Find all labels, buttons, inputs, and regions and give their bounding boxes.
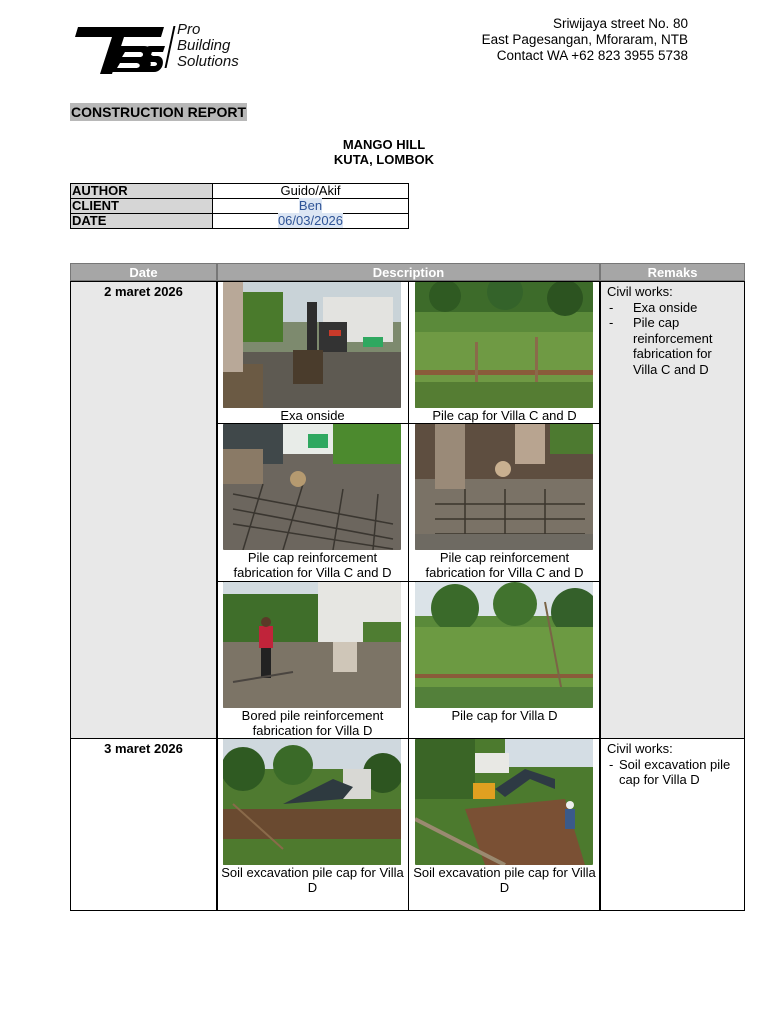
info-row-date: [71, 214, 409, 229]
entry-remarks: [600, 738, 745, 911]
header-date: Date: [70, 263, 217, 281]
photo-caption: Exa onside: [280, 408, 345, 423]
logo-tagline: [177, 22, 239, 70]
photo-caption: Bored pile reinforcement fabrication for Villa D: [241, 708, 384, 738]
report-title: CONSTRUCTION REPORT: [71, 104, 246, 120]
photo-reinforcement-fabrication-2: [415, 424, 593, 550]
remarks-title: Civil works:: [607, 284, 673, 299]
photo-caption: Pile cap reinforcement fabrication for Villa C and D: [233, 550, 392, 580]
info-table: [70, 183, 409, 229]
header-remarks: Remaks: [600, 263, 745, 281]
tbs-logo-icon: [74, 24, 166, 76]
photo-grid-divider: [408, 281, 409, 739]
info-key: DATE: [71, 214, 213, 229]
info-row-author: [71, 184, 409, 199]
info-value-date: 06/03/2026: [277, 213, 344, 228]
entry-date: 2 maret 2026: [70, 281, 217, 739]
photo-pile-cap-villa-c-d: [415, 282, 593, 408]
photo-excavator-onsite: [223, 282, 401, 408]
photo-soil-excavation-2: [415, 739, 593, 865]
project-location: KUTA, LOMBOK: [333, 152, 435, 167]
logo-divider: [165, 26, 176, 68]
entry-date: 3 maret 2026: [70, 738, 217, 911]
photo-caption: Pile cap reinforcement fabrication for Villa C and D: [425, 550, 584, 580]
photo-caption: Soil excavation pile cap for Villa D: [221, 865, 404, 895]
photo-bored-pile-reinforcement: [223, 582, 401, 708]
photo-caption: Pile cap for Villa C and D: [432, 408, 577, 423]
photo-caption: Soil excavation pile cap for Villa D: [413, 865, 596, 895]
info-value-client: Ben: [298, 198, 323, 213]
report-table: [70, 263, 745, 911]
remarks-title: Civil works:: [607, 741, 673, 756]
photo-caption: Pile cap for Villa D: [451, 708, 558, 723]
remark-item: - Pile cap reinforcement fabrication for Villa C and D: [607, 315, 738, 377]
address-street: Sriwijaya street No. 80: [552, 16, 688, 31]
remarks-list: [607, 757, 738, 788]
photo-pile-cap-villa-d: [415, 582, 593, 708]
company-logo: [74, 22, 254, 78]
logo-line-building: Building: [177, 37, 231, 54]
logo-line-solutions: Solutions: [177, 53, 239, 70]
project-heading: [0, 137, 768, 167]
info-key: AUTHOR: [71, 184, 213, 199]
info-key: CLIENT: [71, 199, 213, 214]
address-contact: Contact WA +62 823 3955 5738: [496, 48, 688, 63]
project-name: MANGO HILL: [342, 137, 426, 152]
remarks-list: [607, 300, 738, 378]
header-description: Description: [217, 263, 600, 281]
photo-reinforcement-fabrication: [223, 424, 401, 550]
remark-item: - Exa onside: [607, 300, 738, 316]
entry-remarks: [600, 281, 745, 739]
address-city: East Pagesangan, Mforaram, NTB: [481, 32, 688, 47]
company-address: [482, 16, 688, 64]
photo-soil-excavation: [223, 739, 401, 865]
info-value-author: Guido/Akif: [213, 184, 409, 199]
remark-item: - Soil excavation pile cap for Villa D: [607, 757, 738, 788]
info-row-client: [71, 199, 409, 214]
logo-line-pro: Pro: [177, 21, 201, 38]
